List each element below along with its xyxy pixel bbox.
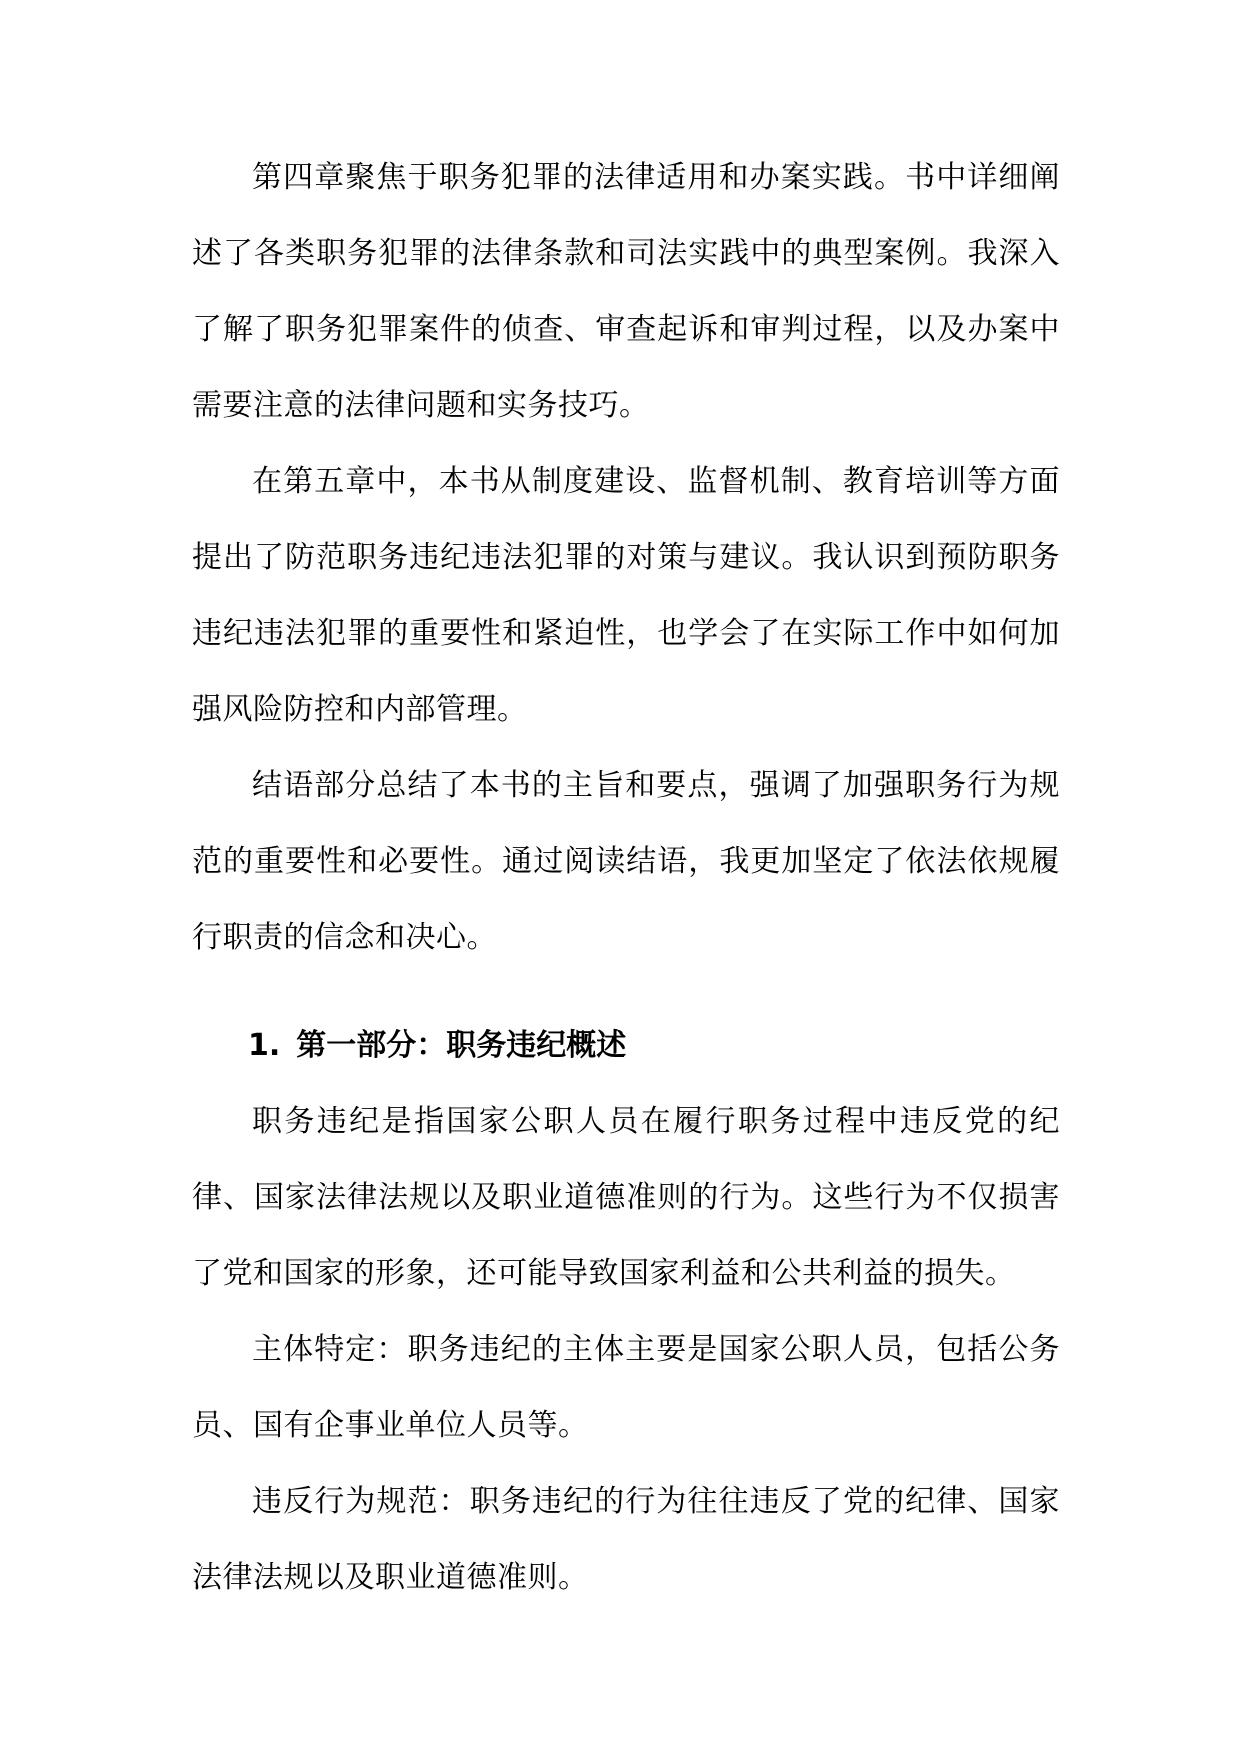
- section-heading: [192, 1008, 1060, 1084]
- paragraph-subject: 主体特定：职务违纪的主体主要是国家公职人员，包括公务员、国有企事业单位人员等。: [192, 1332, 1060, 1443]
- paragraph-conclusion: 结语部分总结了本书的主旨和要点，强调了加强职务行为规范的重要性和必要性。通过阅读结语，我更加坚定了依法依规履行职责的信念和决心。: [192, 768, 1060, 955]
- paragraph-violation: 违反行为规范：职务违纪的行为往往违反了党的纪律、国家法律法规以及职业道德准则。: [192, 1484, 1060, 1595]
- section-title: 第一部分：职务违纪概述: [296, 1028, 627, 1063]
- paragraph-chapter-five: 在第五章中，本书从制度建设、监督机制、教育培训等方面提出了防范职务违纪违法犯罪的对策与建议。我认识到预防职务违纪违法犯罪的重要性和紧迫性，也学会了在实际工作中如何加强风险防控和内部管理。: [192, 464, 1060, 727]
- paragraph-chapter-four: 第四章聚焦于职务犯罪的法律适用和办案实践。书中详细阐述了各类职务犯罪的法律条款和司法实践中的典型案例。我深入了解了职务犯罪案件的侦查、审查起诉和审判过程，以及办案中需要注意的法律问题和实务技巧。: [192, 160, 1060, 423]
- document-body: [192, 140, 1060, 1616]
- section-number: 1.: [248, 1028, 281, 1063]
- section-gap: [192, 976, 1060, 992]
- paragraph-definition: 职务违纪是指国家公职人员在履行职务过程中违反党的纪律、国家法律法规以及职业道德准则的行为。这些行为不仅损害了党和国家的形象，还可能导致国家利益和公共利益的损失。: [192, 1104, 1060, 1291]
